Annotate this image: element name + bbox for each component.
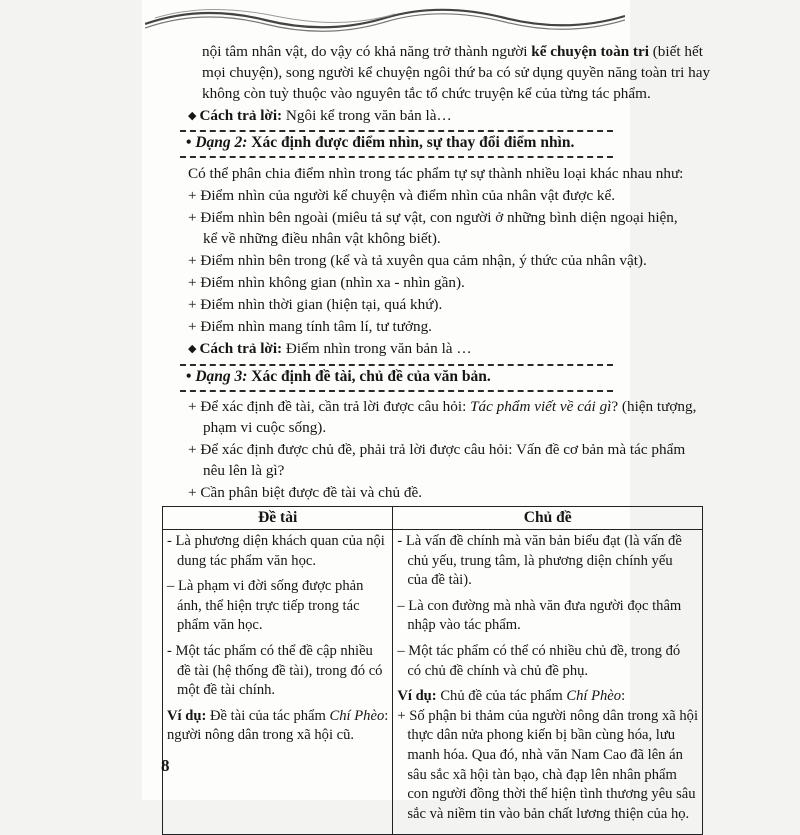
intro-line-3: không còn tuỳ thuộc vào nguyên tắc tổ chức truyện kể của từng tác phẩm. xyxy=(202,85,651,102)
table-header-theme: Chủ đề xyxy=(393,507,703,530)
table-cell-topic xyxy=(163,530,393,835)
example-topic: Ví dụ: Đề tài của tác phẩm Chí Phèo: người nông dân trong xã hội cũ. xyxy=(167,707,389,744)
page-number: 8 xyxy=(161,756,170,775)
example-theme: Ví dụ: Chủ đề của tác phẩm Chí Phèo: + Số phận bi thảm của người nông dân trong xã hội thực dân nửa phong kiến bị bần cùng hóa, lưu manh hóa. Qua đó, nhà văn Nam Cao đã lên án sâu sắc xã hội tàn bạo, chà đạp lên nhân phẩm con người đồng thời thể hiện tình thương yêu sâu sắc và niềm tin vào bản chất lương thiện của họ. xyxy=(397,688,699,822)
section-3-title: • Dạng 3: Xác định đề tài, chủ đề của văn bản. xyxy=(186,368,491,385)
diamond-bullet-icon: ◆ xyxy=(188,343,197,355)
list-item: kể về những điều nhân vật không biết). xyxy=(203,230,441,247)
intro-line-2: mọi chuyện), song người kể chuyện ngôi thứ ba có sử dụng quyền năng toàn tri hay xyxy=(202,64,711,81)
table-row xyxy=(163,530,703,835)
list-item: + Điểm nhìn bên ngoài (miêu tả sự vật, con người ở những bình diện ngoại hiện, xyxy=(188,209,678,226)
table-cell-theme xyxy=(393,530,703,835)
table-header-topic: Đề tài xyxy=(163,507,393,530)
list-item: - Là vấn đề chính mà văn bản biểu đạt (là vấn đề chủ yếu, trung tâm, là phương diện chính yếu của đề tài). xyxy=(397,533,682,589)
list-item: + Để xác định được chủ đề, phải trả lời được câu hỏi: Vấn đề cơ bản mà tác phẩm xyxy=(188,441,686,458)
section-divider xyxy=(180,390,613,392)
list-item: phạm vi cuộc sống). xyxy=(203,419,327,436)
list-item: - Là phương diện khách quan của nội dung tác phẩm văn học. xyxy=(167,533,385,569)
section-divider xyxy=(180,156,613,158)
section-2-intro: Có thể phân chia điểm nhìn trong tác phẩm tự sự thành nhiều loại khác nhau như: xyxy=(188,165,684,182)
decorative-wave-header xyxy=(145,6,625,32)
list-item: – Một tác phẩm có thể có nhiều chủ đề, trong đó có chủ đề chính và chủ đề phụ. xyxy=(397,642,681,679)
section-2-title: • Dạng 2: Xác định được điểm nhìn, sự thay đổi điểm nhìn. xyxy=(186,134,575,151)
section-divider xyxy=(180,130,613,132)
list-item: + Điểm nhìn thời gian (hiện tại, quá khứ). xyxy=(188,296,443,313)
list-item: + Cần phân biệt được đề tài và chủ đề. xyxy=(188,484,423,501)
intro-line-1: nội tâm nhân vật, do vậy có khả năng trở thành người kể chuyện toàn tri (biết hết xyxy=(202,43,703,60)
diamond-bullet-icon: ◆ xyxy=(188,110,197,122)
list-item: – Là con đường mà nhà văn đưa người đọc thâm nhập vào tác phẩm. xyxy=(397,597,682,634)
list-item: - Một tác phẩm có thể đề cập nhiều đề tài (hệ thống đề tài), trong đó có một đề tài chính. xyxy=(167,642,383,699)
answer-hint-1: ◆ Cách trả lời: Ngôi kể trong văn bản là… xyxy=(188,107,452,124)
list-item: – Là phạm vi đời sống được phản ánh, thể hiện trực tiếp trong tác phẩm văn học. xyxy=(167,578,364,634)
list-item: + Điểm nhìn bên trong (kể và tả xuyên qua cảm nhận, ý thức của nhân vật). xyxy=(188,252,647,269)
section-divider xyxy=(180,364,613,366)
list-item: + Điểm nhìn của người kể chuyện và điểm nhìn của nhân vật được kể. xyxy=(188,187,615,204)
list-item: nêu lên là gì? xyxy=(203,462,285,479)
topic-theme-table xyxy=(162,506,703,835)
list-item: + Để xác định đề tài, cần trả lời được câu hỏi: Tác phẩm viết về cái gì? (hiện tượng, xyxy=(188,398,697,415)
list-item: + Điểm nhìn mang tính tâm lí, tư tưởng. xyxy=(188,318,432,335)
list-item: + Điểm nhìn không gian (nhìn xa - nhìn gần). xyxy=(188,274,465,291)
table-header-row xyxy=(163,507,703,530)
answer-hint-2: ◆ Cách trả lời: Điểm nhìn trong văn bản là … xyxy=(188,340,472,357)
